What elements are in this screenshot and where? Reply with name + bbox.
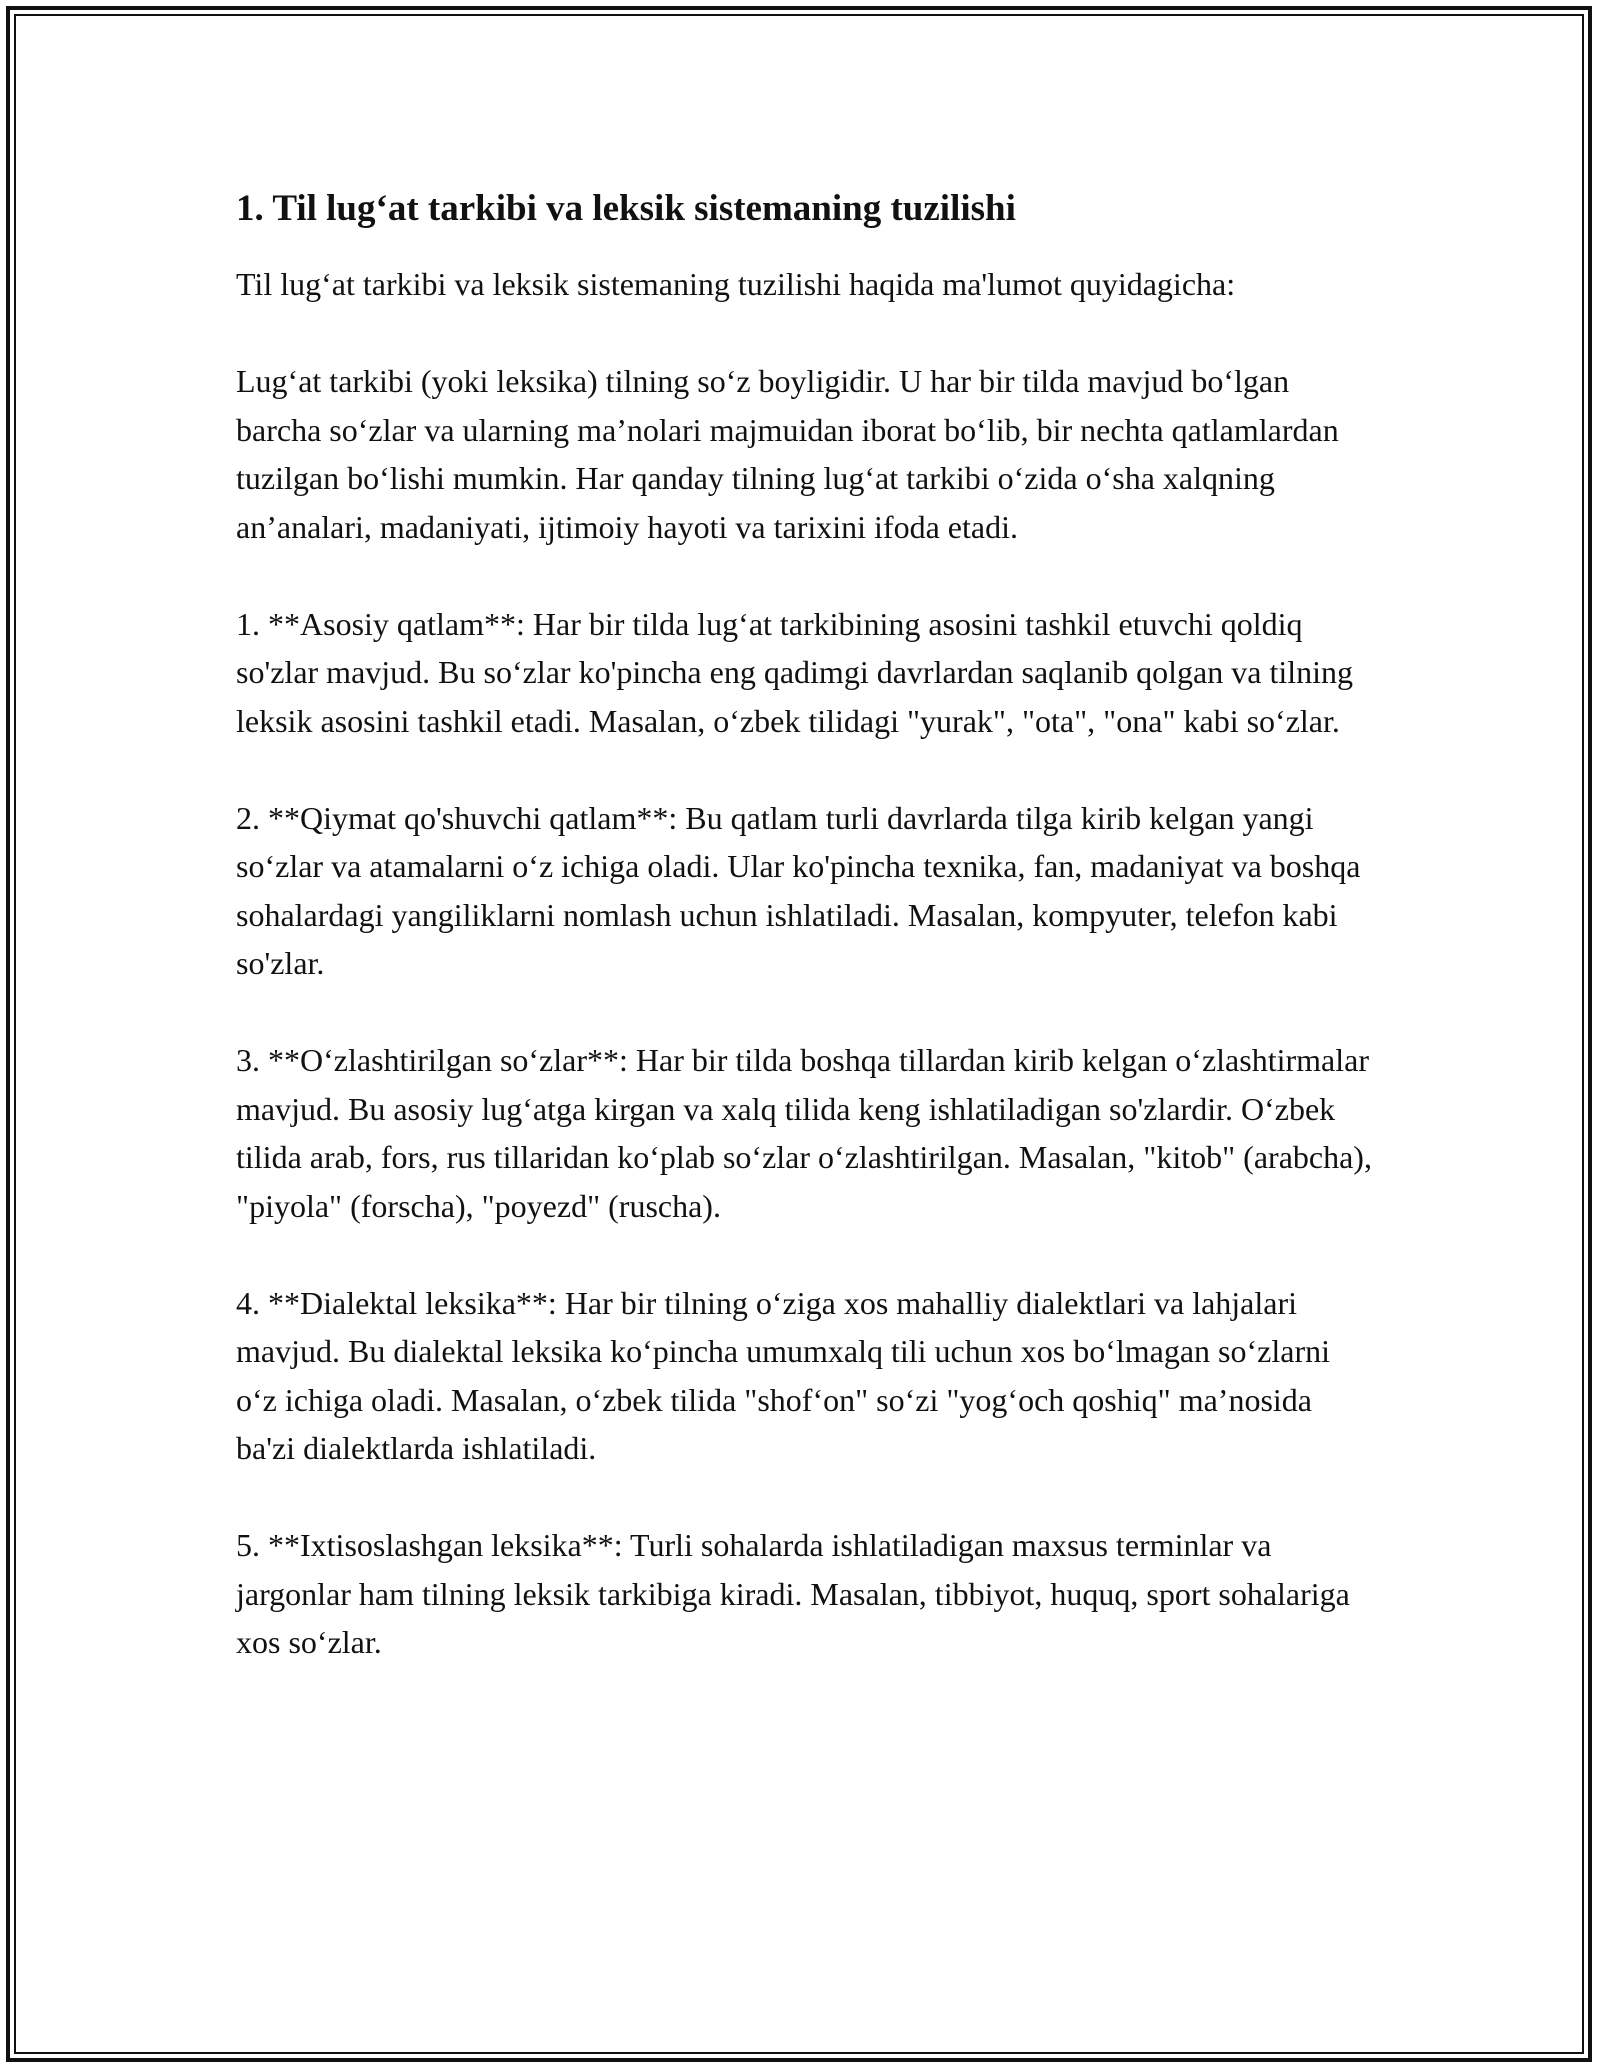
list-item-dialectal-lexicon: 4. **Dialektal leksika**: Har bir tilning o‘ziga xos mahalliy dialektlari va lahjalari mavjud. Bu dialektal leksika ko‘pincha umumxalq tili uchun xos bo‘lmagan so‘zlarni o‘z ichiga oladi. Masalan, o‘zbek tilida "shof‘on" so‘zi "yog‘och qoshiq" ma’nosida ba'zi dialektlarda ishlatiladi. [236, 1284, 1330, 1466]
intro-paragraph: Til lug‘at tarkibi va leksik sistemaning tuzilishi haqida ma'lumot quyidagicha: [236, 266, 1236, 302]
document-body [236, 186, 1376, 1715]
list-item-value-adding-layer: 2. **Qiymat qo'shuvchi qatlam**: Bu qatlam turli davrlarda tilga kirib kelgan yangi so‘zlar va atamalarni o‘z ichiga oladi. Ular ko'pincha texnika, fan, madaniyat va boshqa sohalardagi yangiliklarni nomlash uchun ishlatiladi. Masalan, kompyuter, telefon kabi so'zlar. [236, 799, 1361, 981]
lexicon-definition-paragraph: Lug‘at tarkibi (yoki leksika) tilning so‘z boyligidir. U har bir tilda mavjud bo‘lgan barcha so‘zlar va ularning ma’nolari majmuidan iborat bo‘lib, bir nechta qatlamlardan tuzilgan bo‘lishi mumkin. Har qanday tilning lug‘at tarkibi o‘zida o‘sha xalqning an’analari, madaniyati, ijtimoiy hayoti va tarixini ifoda etadi. [236, 363, 1339, 545]
list-item-borrowed-words: 3. **O‘zlashtirilgan so‘zlar**: Har bir tilda boshqa tillardan kirib kelgan o‘zlashtirmalar mavjud. Bu asosiy lug‘atga kirgan va xalq tilida keng ishlatiladigan so'zlardir. O‘zbek tilida arab, fors, rus tillaridan ko‘plab so‘zlar o‘zlashtirilgan. Masalan, "kitob" (arabcha), "piyola" (forscha), "poyezd" (ruscha). [236, 1042, 1372, 1224]
list-item-core-layer: 1. **Asosiy qatlam**: Har bir tilda lug‘at tarkibining asosini tashkil etuvchi qoldiq so'zlar mavjud. Bu so‘zlar ko'pincha eng qadimgi davrlardan saqlanib qolgan va tilning leksik asosini tashkil etadi. Masalan, o‘zbek tilidagi "yurak", "ota", "ona" kabi so‘zlar. [236, 605, 1354, 739]
list-item-specialized-lexicon: 5. **Ixtisoslashgan leksika**: Turli sohalarda ishlatiladigan maxsus terminlar va jargonlar ham tilning leksik tarkibiga kiradi. Masalan, tibbiyot, huquq, sport sohalariga xos so‘zlar. [236, 1527, 1350, 1660]
document-title: 1. Til lug‘at tarkibi va leksik sistemaning tuzilishi [236, 188, 1016, 229]
